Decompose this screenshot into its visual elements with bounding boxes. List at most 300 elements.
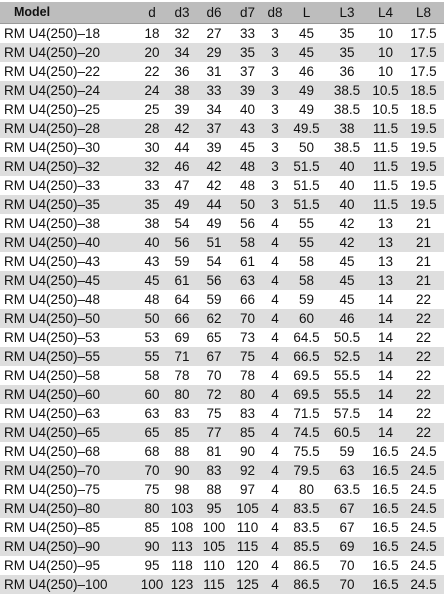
- cell-L3: 45: [339, 291, 355, 307]
- cell-L: 51.5: [293, 196, 320, 212]
- cell-L8: 22: [415, 329, 432, 345]
- cell-d6: 33: [206, 82, 222, 98]
- cell-d: 43: [144, 253, 160, 269]
- cell-L3: 40: [339, 158, 355, 174]
- cell-L4: 13: [377, 234, 394, 250]
- cell-L4: 14: [377, 348, 394, 364]
- cell-L8: 19.5: [410, 139, 437, 155]
- cell-d: 68: [144, 443, 160, 459]
- cell-d3: 113: [171, 538, 193, 554]
- cell-L8: 22: [415, 348, 432, 364]
- cell-L: 51.5: [293, 177, 320, 193]
- cell-model: RM U4(250)–22: [4, 63, 101, 79]
- cell-L3: 57.5: [333, 405, 361, 421]
- cell-d6: 37: [206, 120, 222, 136]
- table-row: [0, 366, 444, 385]
- table-row: [0, 442, 444, 461]
- cell-d6: 105: [202, 538, 226, 554]
- cell-model: RM U4(250)–70: [4, 462, 101, 478]
- cell-d: 100: [140, 576, 164, 592]
- cell-L8: 18.5: [410, 82, 437, 98]
- cell-L4: 11.5: [372, 120, 399, 136]
- cell-L: 45: [298, 44, 315, 60]
- cell-d3: 69: [174, 329, 190, 345]
- header-L: L: [287, 2, 326, 23]
- cell-model: RM U4(250)–65: [4, 424, 101, 440]
- table-row: [0, 423, 444, 442]
- cell-model: RM U4(250)–18: [4, 25, 101, 41]
- cell-d: 20: [144, 44, 160, 60]
- cell-L: 58: [298, 272, 315, 288]
- cell-L: 49.5: [293, 120, 320, 136]
- cell-L: 79.5: [293, 462, 320, 478]
- table-row: [0, 119, 444, 138]
- header-d: d: [136, 2, 168, 23]
- cell-d8: 4: [271, 386, 279, 402]
- cell-d6: 70: [206, 367, 222, 383]
- cell-d: 30: [144, 139, 160, 155]
- cell-d8: 4: [271, 253, 279, 269]
- cell-d8: 4: [271, 443, 279, 459]
- cell-L4: 13: [377, 253, 394, 269]
- cell-L: 51.5: [293, 158, 320, 174]
- cell-model: RM U4(250)–24: [4, 82, 101, 98]
- cell-d7: 39: [239, 82, 256, 98]
- cell-L3: 38.5: [333, 82, 361, 98]
- cell-L3: 63: [339, 462, 355, 478]
- cell-model: RM U4(250)–90: [4, 538, 101, 554]
- cell-d6: 88: [206, 481, 222, 497]
- cell-L4: 10: [377, 25, 394, 41]
- cell-L: 69.5: [293, 386, 320, 402]
- cell-L8: 19.5: [410, 196, 437, 212]
- cell-L4: 14: [377, 424, 394, 440]
- cell-d: 18: [144, 25, 160, 41]
- cell-d3: 44: [174, 139, 190, 155]
- table-row: [0, 328, 444, 347]
- cell-d3: 71: [174, 348, 190, 364]
- cell-d6: 67: [206, 348, 222, 364]
- cell-d7: 83: [239, 405, 256, 421]
- cell-d3: 85: [174, 424, 190, 440]
- header-L4: L4: [368, 2, 403, 23]
- cell-L: 49: [298, 101, 315, 117]
- cell-d7: 70: [239, 310, 256, 326]
- cell-d6: 65: [206, 329, 222, 345]
- cell-L8: 18.5: [410, 101, 437, 117]
- cell-model: RM U4(250)–85: [4, 519, 101, 535]
- cell-model: RM U4(250)–58: [4, 367, 101, 383]
- table-row: [0, 480, 444, 499]
- cell-d: 33: [144, 177, 160, 193]
- cell-L8: 24.5: [410, 481, 437, 497]
- cell-d8: 4: [271, 424, 279, 440]
- cell-L: 69.5: [293, 367, 320, 383]
- cell-L4: 16.5: [372, 576, 399, 592]
- cell-d8: 3: [271, 158, 279, 174]
- table-row: [0, 43, 444, 62]
- cell-d6: 31: [206, 63, 222, 79]
- cell-L: 64.5: [293, 329, 320, 345]
- cell-d: 55: [144, 348, 160, 364]
- cell-d8: 4: [271, 557, 279, 573]
- cell-L3: 63.5: [333, 481, 361, 497]
- cell-L3: 60.5: [333, 424, 361, 440]
- cell-d8: 3: [271, 120, 279, 136]
- cell-d8: 4: [271, 481, 279, 497]
- cell-d7: 85: [239, 424, 256, 440]
- cell-model: RM U4(250)–33: [4, 177, 101, 193]
- cell-L8: 24.5: [410, 500, 437, 516]
- header-d6: d6: [196, 2, 232, 23]
- table-row: [0, 309, 444, 328]
- cell-d: 45: [144, 272, 160, 288]
- table-row: [0, 575, 444, 594]
- cell-d8: 4: [271, 329, 279, 345]
- cell-d8: 3: [271, 44, 279, 60]
- cell-d: 63: [144, 405, 160, 421]
- cell-d3: 34: [174, 44, 190, 60]
- table-row: [0, 347, 444, 366]
- cell-L: 50: [298, 139, 315, 155]
- cell-d8: 4: [271, 519, 279, 535]
- cell-L3: 35: [339, 44, 355, 60]
- cell-d8: 4: [271, 291, 279, 307]
- header-d8: d8: [263, 2, 287, 23]
- cell-L4: 13: [377, 215, 394, 231]
- table-row: [0, 252, 444, 271]
- cell-d6: 110: [203, 557, 225, 573]
- cell-d6: 27: [206, 25, 222, 41]
- cell-d: 75: [144, 481, 160, 497]
- cell-L: 80: [298, 481, 315, 497]
- cell-d8: 3: [271, 177, 279, 193]
- table-row: [0, 214, 444, 233]
- table-row: [0, 537, 444, 556]
- table-row: [0, 556, 444, 575]
- cell-d: 25: [144, 101, 160, 117]
- cell-d6: 39: [206, 139, 222, 155]
- cell-L4: 16.5: [372, 538, 399, 554]
- cell-d7: 97: [239, 481, 256, 497]
- cell-d: 48: [144, 291, 160, 307]
- cell-L4: 14: [377, 329, 394, 345]
- cell-d8: 3: [271, 196, 279, 212]
- cell-d7: 66: [239, 291, 256, 307]
- cell-model: RM U4(250)–45: [4, 272, 101, 288]
- cell-d7: 110: [236, 519, 259, 535]
- cell-L4: 10: [377, 63, 394, 79]
- cell-d3: 83: [174, 405, 190, 421]
- table-row: [0, 385, 444, 404]
- cell-L4: 11.5: [372, 177, 399, 193]
- cell-d: 85: [144, 519, 160, 535]
- cell-L8: 21: [415, 234, 432, 250]
- cell-model: RM U4(250)–35: [4, 196, 101, 212]
- cell-d7: 90: [239, 443, 256, 459]
- cell-L8: 22: [415, 424, 432, 440]
- cell-L3: 35: [339, 25, 355, 41]
- header-model: Model: [0, 2, 136, 23]
- cell-L8: 24.5: [410, 538, 437, 554]
- cell-L8: 22: [415, 310, 432, 326]
- cell-model: RM U4(250)–28: [4, 120, 101, 136]
- cell-model: RM U4(250)–100: [4, 576, 108, 592]
- cell-d8: 4: [271, 462, 279, 478]
- cell-L: 71.5: [293, 405, 320, 421]
- cell-L: 86.5: [293, 576, 320, 592]
- cell-L3: 40: [339, 196, 355, 212]
- cell-d: 65: [144, 424, 160, 440]
- cell-L8: 22: [415, 367, 432, 383]
- cell-d7: 120: [236, 557, 259, 573]
- cell-d7: 105: [236, 500, 259, 516]
- cell-d3: 49: [174, 196, 190, 212]
- header-d3: d3: [168, 2, 196, 23]
- table-row: [0, 290, 444, 309]
- cell-L4: 14: [377, 386, 394, 402]
- cell-L: 83.5: [293, 519, 320, 535]
- cell-d7: 115: [236, 538, 259, 554]
- cell-L4: 16.5: [372, 443, 399, 459]
- cell-L4: 14: [377, 367, 394, 383]
- cell-model: RM U4(250)–68: [4, 443, 101, 459]
- cell-d3: 80: [174, 386, 190, 402]
- cell-L3: 52.5: [333, 348, 361, 364]
- cell-d3: 88: [174, 443, 190, 459]
- cell-model: RM U4(250)–43: [4, 253, 101, 269]
- cell-d: 35: [144, 196, 160, 212]
- cell-d6: 115: [203, 576, 225, 592]
- cell-d8: 4: [271, 272, 279, 288]
- cell-L4: 14: [377, 405, 394, 421]
- cell-L: 45: [298, 25, 315, 41]
- cell-L4: 16.5: [372, 481, 399, 497]
- cell-d8: 3: [271, 101, 279, 117]
- cell-model: RM U4(250)–25: [4, 101, 101, 117]
- cell-d6: 59: [206, 291, 222, 307]
- cell-L3: 45: [339, 253, 355, 269]
- cell-d3: 36: [174, 63, 190, 79]
- table-row: [0, 518, 444, 537]
- cell-d6: 42: [206, 177, 222, 193]
- cell-L4: 11.5: [372, 196, 399, 212]
- cell-d3: 61: [174, 272, 190, 288]
- cell-model: RM U4(250)–80: [4, 500, 101, 516]
- cell-d6: 56: [206, 272, 222, 288]
- cell-L8: 24.5: [410, 519, 437, 535]
- table-row: [0, 233, 444, 252]
- cell-L8: 19.5: [410, 177, 437, 193]
- cell-d3: 78: [174, 367, 190, 383]
- cell-L4: 16.5: [372, 500, 399, 516]
- cell-d7: 50: [239, 196, 256, 212]
- cell-L3: 38.5: [333, 139, 361, 155]
- cell-d7: 37: [239, 63, 256, 79]
- cell-d8: 4: [271, 367, 279, 383]
- cell-d: 70: [144, 462, 160, 478]
- cell-d: 58: [144, 367, 160, 383]
- cell-L3: 70: [339, 576, 355, 592]
- cell-d: 28: [144, 120, 160, 136]
- cell-L: 46: [298, 63, 315, 79]
- cell-d8: 3: [271, 139, 279, 155]
- cell-d: 95: [144, 557, 160, 573]
- cell-L3: 69: [339, 538, 355, 554]
- table-row: [0, 100, 444, 119]
- header-L3: L3: [326, 2, 368, 23]
- cell-L: 55: [298, 234, 315, 250]
- cell-L4: 11.5: [372, 158, 399, 174]
- cell-d8: 4: [271, 310, 279, 326]
- cell-L: 60: [298, 310, 315, 326]
- cell-d3: 47: [174, 177, 190, 193]
- cell-d7: 80: [239, 386, 256, 402]
- cell-d6: 62: [206, 310, 222, 326]
- header-row: [0, 2, 444, 23]
- cell-L8: 24.5: [410, 443, 437, 459]
- cell-L: 83.5: [293, 500, 320, 516]
- table-header: [0, 2, 444, 23]
- header-L8: L8: [403, 2, 444, 23]
- cell-L4: 10: [377, 44, 394, 60]
- table-row: [0, 176, 444, 195]
- cell-d6: 100: [202, 519, 226, 535]
- cell-d3: 54: [174, 215, 190, 231]
- cell-d6: 77: [206, 424, 222, 440]
- cell-d8: 4: [271, 348, 279, 364]
- cell-L3: 46: [339, 310, 355, 326]
- cell-d6: 75: [206, 405, 222, 421]
- cell-model: RM U4(250)–50: [4, 310, 101, 326]
- cell-d7: 40: [239, 101, 256, 117]
- cell-d3: 59: [174, 253, 190, 269]
- cell-model: RM U4(250)–95: [4, 557, 101, 573]
- cell-L3: 59: [339, 443, 355, 459]
- cell-d8: 4: [271, 500, 279, 516]
- cell-d8: 3: [271, 63, 279, 79]
- cell-L8: 22: [415, 291, 432, 307]
- cell-d6: 83: [206, 462, 222, 478]
- cell-d7: 48: [239, 158, 256, 174]
- cell-d7: 56: [239, 215, 256, 231]
- cell-d3: 64: [174, 291, 190, 307]
- cell-d7: 125: [236, 576, 259, 592]
- cell-d3: 32: [174, 25, 190, 41]
- cell-L3: 42: [339, 215, 355, 231]
- cell-d3: 56: [174, 234, 190, 250]
- cell-model: RM U4(250)–75: [4, 481, 101, 497]
- cell-d: 22: [144, 63, 160, 79]
- cell-d: 60: [144, 386, 160, 402]
- cell-L: 75.5: [293, 443, 320, 459]
- cell-d3: 118: [171, 557, 193, 573]
- cell-L3: 55.5: [333, 386, 361, 402]
- cell-L3: 38: [339, 120, 355, 136]
- cell-d6: 42: [206, 158, 222, 174]
- table-row: [0, 23, 444, 43]
- cell-d7: 58: [239, 234, 256, 250]
- cell-d6: 95: [206, 500, 222, 516]
- table-row: [0, 157, 444, 176]
- cell-model: RM U4(250)–32: [4, 158, 101, 174]
- cell-L: 74.5: [293, 424, 320, 440]
- cell-model: RM U4(250)–55: [4, 348, 101, 364]
- cell-d3: 90: [174, 462, 190, 478]
- cell-L3: 67: [339, 519, 355, 535]
- cell-d6: 49: [206, 215, 222, 231]
- cell-L4: 14: [377, 310, 394, 326]
- cell-model: RM U4(250)–38: [4, 215, 101, 231]
- table-row: [0, 62, 444, 81]
- cell-L: 86.5: [293, 557, 320, 573]
- header-d7: d7: [232, 2, 263, 23]
- cell-L: 49: [298, 82, 315, 98]
- cell-L8: 24.5: [410, 557, 437, 573]
- cell-d: 80: [144, 500, 160, 516]
- cell-L3: 45: [339, 272, 355, 288]
- cell-L3: 55.5: [333, 367, 361, 383]
- cell-d7: 75: [239, 348, 256, 364]
- cell-d3: 39: [174, 101, 190, 117]
- cell-L8: 17.5: [410, 63, 437, 79]
- table-row: [0, 195, 444, 214]
- cell-model: RM U4(250)–40: [4, 234, 101, 250]
- cell-L8: 21: [415, 272, 432, 288]
- cell-model: RM U4(250)–30: [4, 139, 101, 155]
- cell-model: RM U4(250)–63: [4, 405, 101, 421]
- cell-d: 38: [144, 215, 160, 231]
- cell-d8: 4: [271, 576, 279, 592]
- cell-d3: 66: [174, 310, 190, 326]
- cell-d3: 46: [174, 158, 190, 174]
- cell-L: 85.5: [293, 538, 320, 554]
- table-row: [0, 138, 444, 157]
- cell-L8: 21: [415, 215, 432, 231]
- cell-d8: 3: [271, 25, 279, 41]
- cell-L4: 11.5: [372, 139, 399, 155]
- cell-d6: 51: [206, 234, 222, 250]
- cell-d7: 92: [239, 462, 256, 478]
- table-row: [0, 81, 444, 100]
- cell-L3: 36: [339, 63, 355, 79]
- cell-L3: 70: [339, 557, 355, 573]
- cell-L4: 13: [377, 272, 394, 288]
- cell-L4: 16.5: [372, 462, 399, 478]
- cell-d8: 4: [271, 215, 279, 231]
- cell-d8: 4: [271, 234, 279, 250]
- table-row: [0, 499, 444, 518]
- cell-L4: 14: [377, 291, 394, 307]
- cell-d7: 45: [239, 139, 256, 155]
- cell-L4: 16.5: [372, 557, 399, 573]
- cell-d: 90: [144, 538, 160, 554]
- cell-L3: 50.5: [333, 329, 361, 345]
- table-row: [0, 461, 444, 480]
- cell-d6: 34: [206, 101, 222, 117]
- cell-d6: 29: [206, 44, 222, 60]
- cell-d6: 72: [206, 386, 222, 402]
- cell-d3: 108: [170, 519, 194, 535]
- cell-L8: 24.5: [410, 576, 437, 592]
- cell-model: RM U4(250)–60: [4, 386, 101, 402]
- cell-model: RM U4(250)–53: [4, 329, 101, 345]
- cell-d: 32: [144, 158, 160, 174]
- cell-d7: 33: [239, 25, 256, 41]
- cell-L4: 10.5: [372, 82, 399, 98]
- table-row: [0, 404, 444, 423]
- cell-d7: 35: [239, 44, 256, 60]
